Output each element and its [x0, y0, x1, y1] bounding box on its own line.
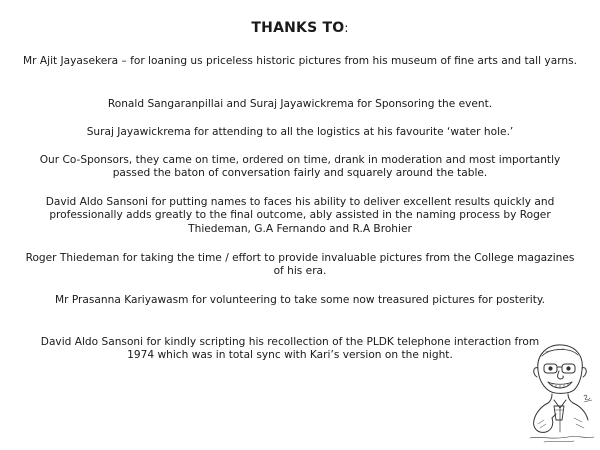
acknowledgement-paragraph: David Aldo Sansoni for kindly scripting his recollection of the PLDK telephone interaction from 1974 which was in total sync with Kari’s version on the night.: [40, 336, 540, 362]
acknowledgement-paragraph: Suraj Jayawickrema for attending to all the logistics at his favourite ‘water hole.’: [86, 126, 514, 138]
acknowledgement-paragraph: Ronald Sangaranpillai and Suraj Jayawickrema for Sponsoring the event.: [107, 98, 493, 110]
page-title-text: THANKS TO: [251, 20, 345, 36]
caricature-sketch-icon: [524, 340, 598, 446]
acknowledgement-paragraph: Mr Prasanna Kariyawasm for volunteering to take some now treasured pictures for posterity.: [54, 294, 545, 306]
page-title: [0, 20, 600, 36]
acknowledgement-paragraph: Mr Ajit Jayasekera – for loaning us priceless historic pictures from his museum of fine arts and tall yarns.: [23, 55, 577, 67]
acknowledgement-paragraph: David Aldo Sansoni for putting names to faces his ability to deliver excellent results quickly and professionally adds greatly to the final outcome, ably assisted in the naming process by Roger Thiedeman, G.A Fernando and R.A Brohier: [45, 196, 555, 235]
page-title-colon: :: [344, 21, 349, 35]
acknowledgement-paragraph: Our Co-Sponsors, they came on time, ordered on time, drank in moderation and most importantly passed the baton of conversation fairly and squarely around the table.: [39, 154, 561, 180]
acknowledgement-paragraph: Roger Thiedeman for taking the time / effort to provide invaluable pictures from the College magazines of his era.: [25, 252, 575, 278]
